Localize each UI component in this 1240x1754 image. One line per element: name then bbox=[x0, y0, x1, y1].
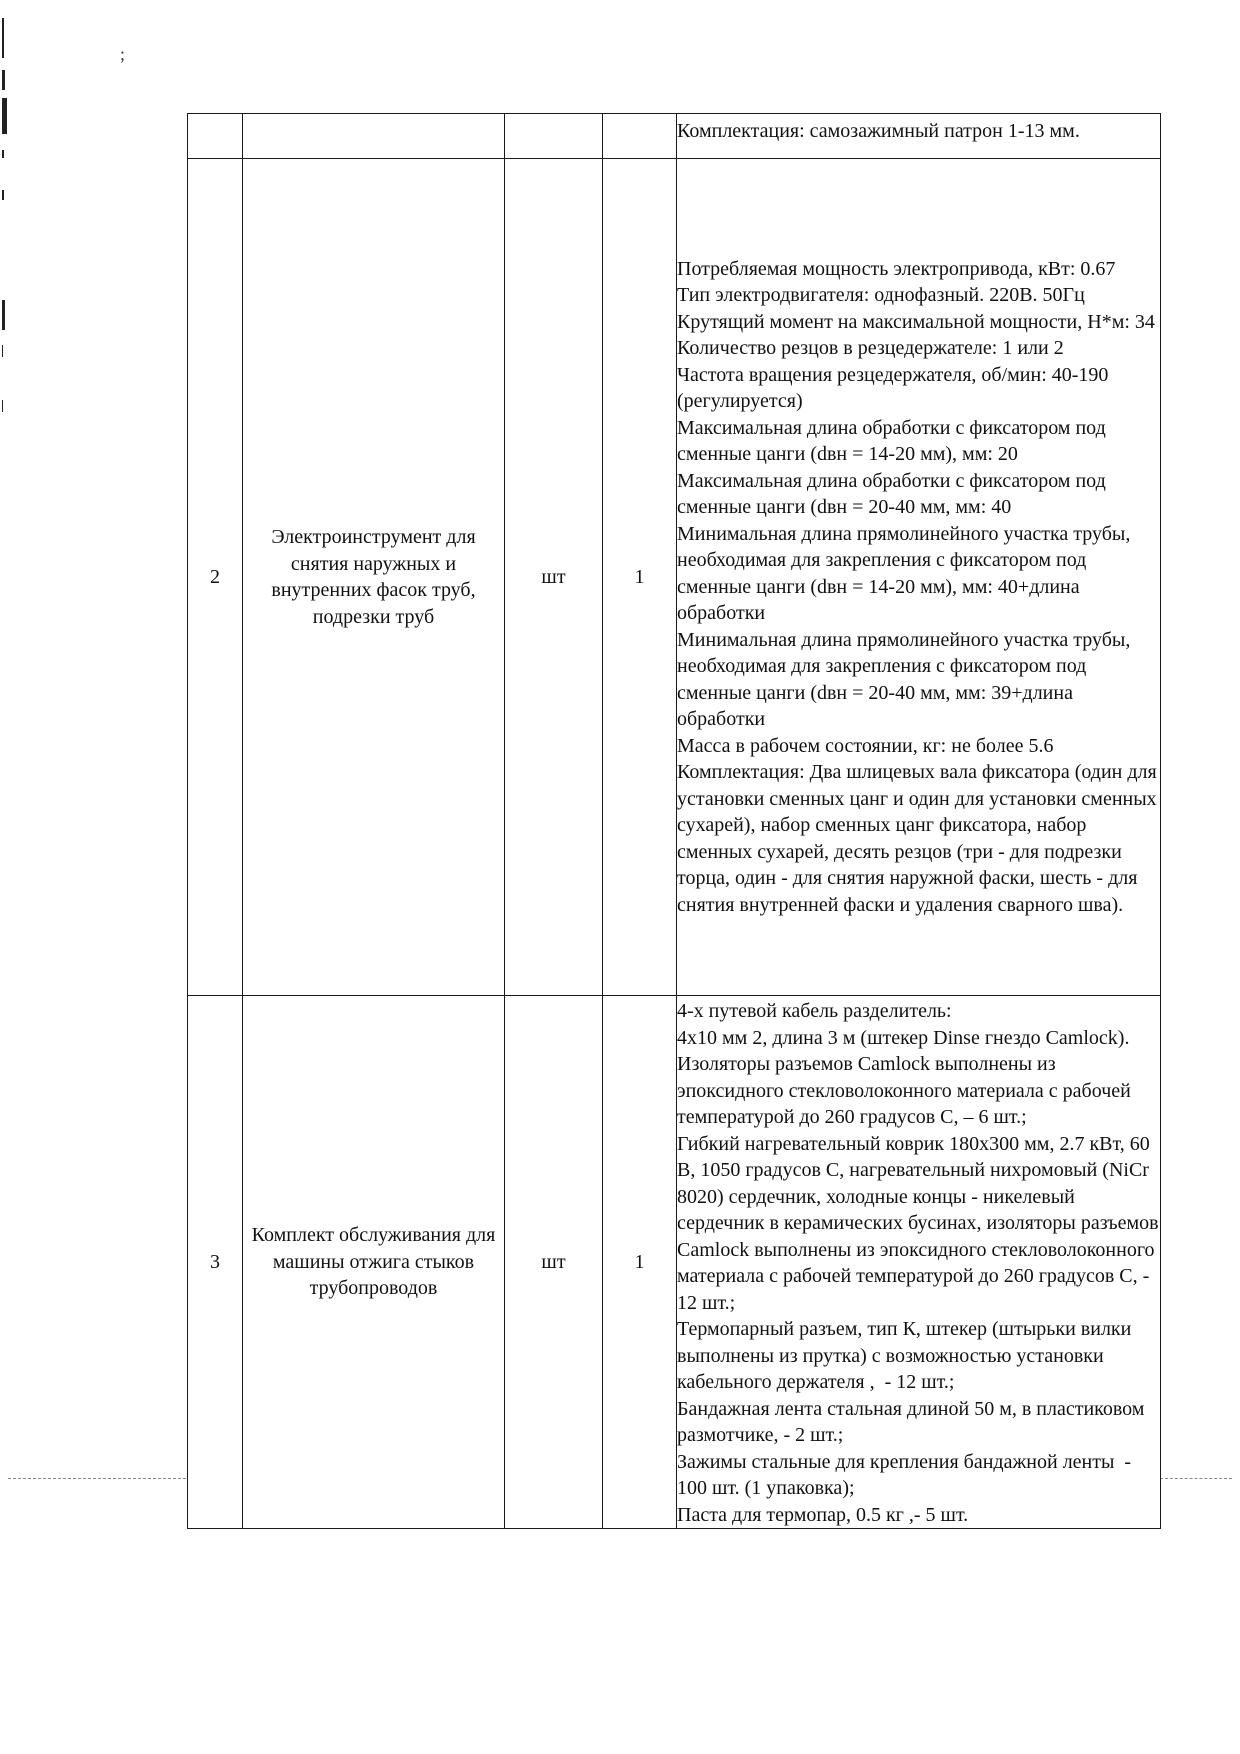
description-line: Минимальная длина прямолинейного участка трубы, необходимая для закрепления с фиксатором под сменные цанги (dвн = 20-40 мм, мм: 39+длина обработки bbox=[677, 628, 1136, 731]
description-line: Зажимы стальные для крепления бандажной ленты - 100 шт. (1 упаковка); bbox=[677, 1450, 1137, 1499]
quantity-cell: 1 bbox=[603, 159, 677, 996]
unit-cell: шт bbox=[505, 996, 603, 1529]
description-line: Частота вращения резцедержателя, об/мин: 40-190 (регулируется) bbox=[677, 363, 1114, 413]
description-cell bbox=[677, 159, 1161, 996]
table-row bbox=[188, 996, 1161, 1529]
description-line: Потребляемая мощность электропривода, кВт: 0.67 bbox=[677, 257, 1116, 280]
row-number-cell bbox=[188, 114, 243, 159]
description-line: 4-х путевой кабель разделитель: bbox=[677, 1000, 952, 1022]
description-line: Количество резцов в резцедержателе: 1 или 2 bbox=[677, 337, 1064, 360]
description-line: Максимальная длина обработки с фиксатором под сменные цанги (dвн = 14-20 мм), мм: 20 bbox=[677, 416, 1111, 466]
table-row bbox=[188, 159, 1161, 996]
description-line: Масса в рабочем состоянии, кг: не более 5.6 bbox=[677, 734, 1054, 757]
description-line: Крутящий момент на максимальной мощности, Н*м: 34 bbox=[677, 310, 1155, 333]
description-line: Паста для термопар, 0.5 кг ,- 5 шт. bbox=[677, 1503, 969, 1526]
quantity-cell: 1 bbox=[603, 996, 677, 1529]
scan-dash-left bbox=[8, 1478, 186, 1479]
item-name-cell bbox=[243, 114, 505, 159]
description-line: Термопарный разъем, тип К, штекер (штырьки вилки выполнены из прутка) с возможностью установки кабельного держателя , - 12 шт.; bbox=[677, 1318, 1137, 1393]
description-line: Бандажная лента стальная длиной 50 м, в пластиковом размотчике, - 2 шт.; bbox=[677, 1397, 1150, 1446]
description-cell bbox=[677, 996, 1164, 1529]
description-line: Гибкий нагревательный коврик 180х300 мм, 2.7 кВт, 60 В, 1050 градусов С, нагревательный нихромовый (NiCr 8020) сердечник, холодные концы - никелевый сердечник в керамических бусинах, изоляторы разъемов Camlock выполнены из эпоксидного стекловолоконного материала с рабочей температурой до 260 градусов С, - 12 шт.; bbox=[677, 1132, 1164, 1314]
item-name-cell: Комплект обслуживания для машины отжига стыков трубопроводов bbox=[243, 996, 505, 1529]
description-line: Комплектация: самозажимный патрон 1-13 мм. bbox=[677, 120, 1080, 142]
item-name-cell: Электроинструмент для снятия наружных и внутренних фасок труб, подрезки труб bbox=[243, 159, 505, 996]
scan-edge-marks bbox=[2, 0, 8, 420]
description-line: Комплектация: Два шлицевых вала фиксатора (один для установки сменных цанг и один для установки сменных сухарей), набор сменных цанг фиксатора, набор сменных сухарей, десять резцов (три - для подрезки торца, один - для снятия наружной фаски, шесть - для снятия внутренней фаски и удаления сварного шва). bbox=[677, 761, 1162, 916]
scan-dash-right bbox=[1160, 1478, 1232, 1479]
row-number-cell: 2 bbox=[188, 159, 243, 996]
description-line: Минимальная длина прямолинейного участка трубы, необходимая для закрепления с фиксатором под сменные цанги (dвн = 14-20 мм), мм: 40+длина обработки bbox=[677, 522, 1136, 625]
table-row bbox=[188, 114, 1161, 159]
unit-cell: шт bbox=[505, 159, 603, 996]
description-line: 4х10 мм 2, длина 3 м (штекер Dinse гнездо Camlock). Изоляторы разъемов Camlock выполнены из эпоксидного стекловолоконного материала с рабочей температурой до 260 градусов С, – 6 шт.; bbox=[677, 1026, 1136, 1128]
description-line: Максимальная длина обработки с фиксатором под сменные цанги (dвн = 20-40 мм, мм: 40 bbox=[677, 469, 1111, 519]
description-line: Тип электродвигателя: однофазный. 220В. 50Гц bbox=[677, 284, 1085, 307]
specification-table bbox=[187, 113, 1164, 1529]
quantity-cell bbox=[603, 114, 677, 159]
description-cell bbox=[677, 114, 1161, 159]
scan-mark: ; bbox=[120, 44, 126, 64]
unit-cell bbox=[505, 114, 603, 159]
row-number-cell: 3 bbox=[188, 996, 243, 1529]
